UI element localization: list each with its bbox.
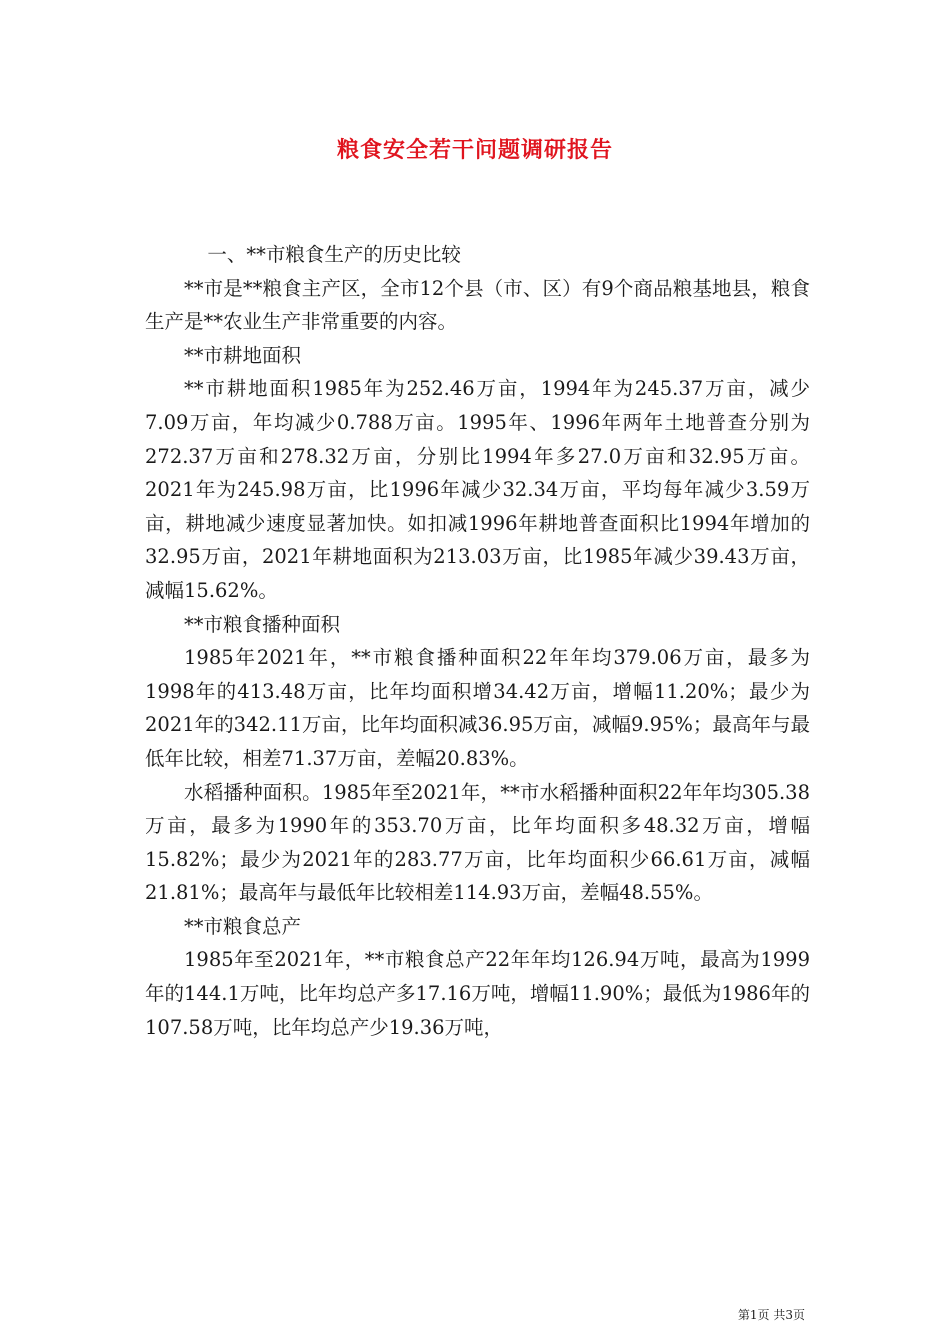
section-heading: 一、**市粮食生产的历史比较 — [207, 243, 461, 266]
paragraph: 1985年至2021年，**市粮食总产22年年均126.94万吨，最高为1999年的144.1万吨，比年均总产多17.16万吨，增幅11.90%；最低为1986年的107.58万吨，比年均总产少19.36万吨， — [145, 948, 810, 1039]
paragraph: **市是**粮食主产区，全市12个县（市、区）有9个商品粮基地县，粮食生产是**农业生产非常重要的内容。 — [145, 276, 810, 334]
subsection-heading: **市耕地面积 — [184, 343, 302, 367]
subsection-heading: **市粮食播种面积 — [184, 612, 341, 636]
page-indicator: 第1页 共3页 — [737, 1308, 805, 1322]
paragraph: 1985年2021年，**市粮食播种面积22年年均379.06万亩，最多为1998年的413.48万亩，比年均面积增34.42万亩，增幅11.20%；最少为2021年的342.11万亩，比年均面积减36.95万亩，减幅9.95%；最高年与最低年比较，相差71.37万亩，差幅20.83%。 — [145, 646, 810, 770]
paragraph: 水稻播种面积。1985年至2021年，**市水稻播种面积22年年均305.38万亩，最多为1990年的353.70万亩，比年均面积多48.32万亩，增幅15.82%；最少为2021年的283.77万亩，比年均面积少66.61万亩，减幅21.81%；最高年与最低年比较相差114.93万亩，差幅48.55%。 — [145, 780, 810, 905]
paragraph: **市耕地面积1985年为252.46万亩，1994年为245.37万亩，减少7.09万亩，年均减少0.788万亩。1995年、1996年两年土地普查分别为272.37万亩和278.32万亩，分别比1994年多27.0万亩和32.95万亩。2021年为245.98万亩，比1996年减少32.34万亩，平均每年减少3.59万亩，耕地减少速度显著加快。如扣减1996年耕地普查面积比1994年增加的32.95万亩，2021年耕地面积为213.03万亩，比1985年减少39.43万亩，减幅15.62%。 — [145, 377, 810, 602]
subsection-heading: **市粮食总产 — [184, 914, 302, 938]
document-body — [145, 238, 810, 1044]
document-title: 粮食安全若干问题调研报告 — [336, 138, 613, 163]
